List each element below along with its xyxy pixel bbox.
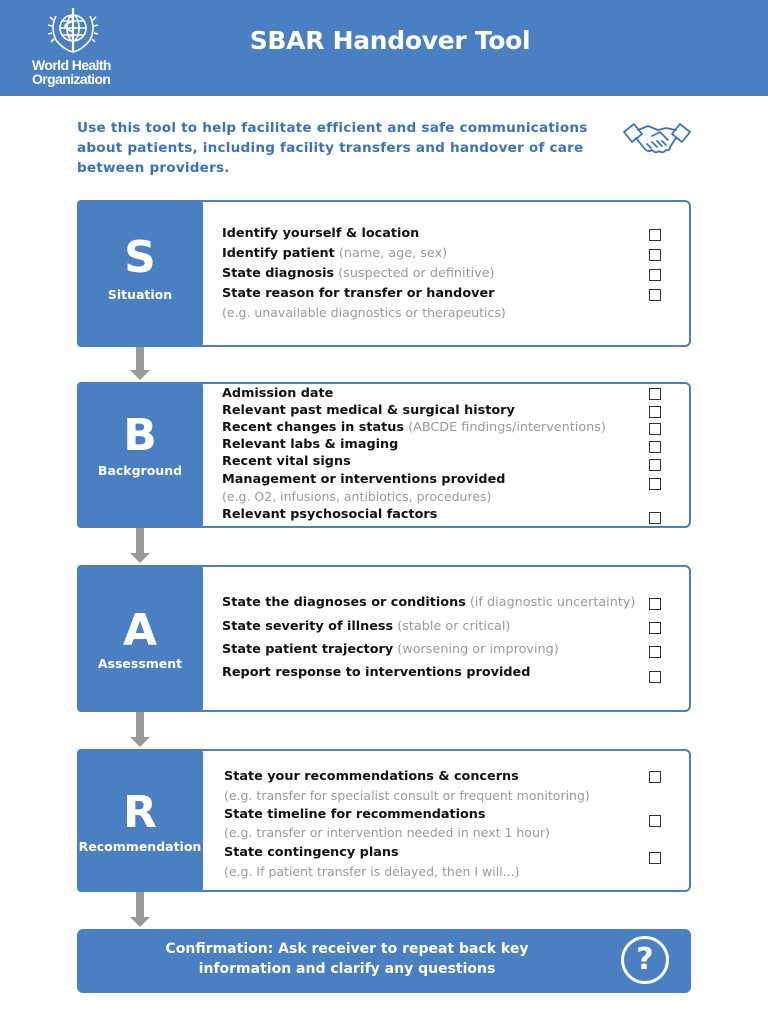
checkbox[interactable]: [649, 646, 661, 658]
handshake-icon: [622, 120, 692, 164]
checklist-item: Report response to interventions provided: [222, 665, 531, 680]
example-note: (e.g. transfer for specialist consult or frequent monitoring): [224, 788, 590, 803]
who-emblem-icon: [44, 6, 102, 56]
example-note: (e.g. O2, infusions, antibiotics, procedures): [222, 489, 492, 504]
checkbox[interactable]: [649, 388, 661, 400]
checkbox[interactable]: [649, 852, 661, 864]
down-arrow-icon: [132, 347, 148, 382]
background-letter-box: [77, 382, 203, 528]
checkbox[interactable]: [649, 512, 661, 524]
checklist-item: Admission date: [222, 386, 334, 401]
question-icon: ?: [621, 936, 669, 984]
background-label: Background: [97, 463, 183, 478]
intro-text: Use this tool to help facilitate efficient and safe communications about patients, including facility transfers and handover of care between providers.: [77, 120, 588, 176]
checklist-item: State your recommendations & concerns: [224, 769, 519, 784]
example-note: (e.g. transfer or intervention needed in next 1 hour): [224, 825, 550, 840]
header: [0, 0, 768, 96]
page-title: SBAR Handover Tool: [249, 26, 531, 55]
checklist-item: Identify yourself & location: [222, 226, 420, 241]
recommendation-section: [77, 749, 691, 892]
down-arrow-icon: [132, 712, 148, 749]
checkbox[interactable]: [649, 269, 661, 281]
checkbox[interactable]: [649, 771, 661, 783]
checkbox[interactable]: [649, 441, 661, 453]
background-letter: B: [123, 410, 157, 461]
situation-label: Situation: [107, 287, 173, 302]
example-note: (e.g. unavailable diagnostics or therapeutics): [222, 305, 506, 320]
who-wordmark: [32, 58, 142, 86]
example-note: (e.g. If patient transfer is delayed, then I will...): [224, 864, 520, 879]
checklist-item: State contingency plans: [224, 845, 399, 860]
confirmation-banner: [77, 929, 691, 993]
checkbox[interactable]: [649, 671, 661, 683]
org-name-line1: World Health: [32, 57, 111, 73]
checkbox[interactable]: [649, 598, 661, 610]
checklist-item: Relevant labs & imaging: [222, 437, 399, 452]
checklist-item: Management or interventions provided: [222, 472, 506, 487]
confirmation-text: Confirmation: Ask receiver to repeat back key information and clarify any questions: [165, 941, 529, 977]
checkbox[interactable]: [649, 289, 661, 301]
background-section: [77, 382, 691, 528]
checklist-item: Identify patient (name, age, sex): [222, 246, 448, 261]
recommendation-label: Recommendation: [78, 839, 202, 854]
assessment-letter: A: [122, 605, 158, 656]
assessment-letter-box: [77, 565, 203, 712]
checkbox[interactable]: [649, 423, 661, 435]
checkbox[interactable]: [649, 478, 661, 490]
recommendation-letter: R: [123, 787, 157, 838]
checklist-item: State reason for transfer or handover: [222, 286, 495, 301]
assessment-panel: [173, 565, 691, 712]
checklist-item: State the diagnoses or conditions (if diagnostic uncertainty): [222, 595, 636, 610]
checkbox[interactable]: [649, 622, 661, 634]
checklist-item: Relevant psychosocial factors: [222, 507, 438, 522]
down-arrow-icon: [132, 528, 148, 565]
org-name-line2: Organization: [32, 71, 111, 87]
checkbox[interactable]: [649, 229, 661, 241]
checkbox[interactable]: [649, 459, 661, 471]
checklist-item: State patient trajectory (worsening or improving): [222, 642, 559, 657]
down-arrow-icon: [132, 892, 148, 929]
checkbox[interactable]: [649, 249, 661, 261]
assessment-section: [77, 565, 691, 712]
assessment-label: Assessment: [97, 656, 183, 671]
situation-letter-box: [77, 200, 203, 347]
situation-letter: S: [124, 232, 156, 283]
recommendation-letter-box: [77, 749, 203, 892]
checklist-item: Recent changes in status (ABCDE findings/interventions): [222, 420, 606, 435]
checkbox[interactable]: [649, 406, 661, 418]
checkbox[interactable]: [649, 815, 661, 827]
who-logo: [30, 6, 120, 92]
situation-section: [77, 200, 691, 347]
checklist-item: State timeline for recommendations: [224, 807, 486, 822]
checklist-item: Recent vital signs: [222, 454, 351, 469]
checklist-item: State diagnosis (suspected or definitive): [222, 266, 495, 281]
checklist-item: State severity of illness (stable or critical): [222, 619, 511, 634]
checklist-item: Relevant past medical & surgical history: [222, 403, 515, 418]
